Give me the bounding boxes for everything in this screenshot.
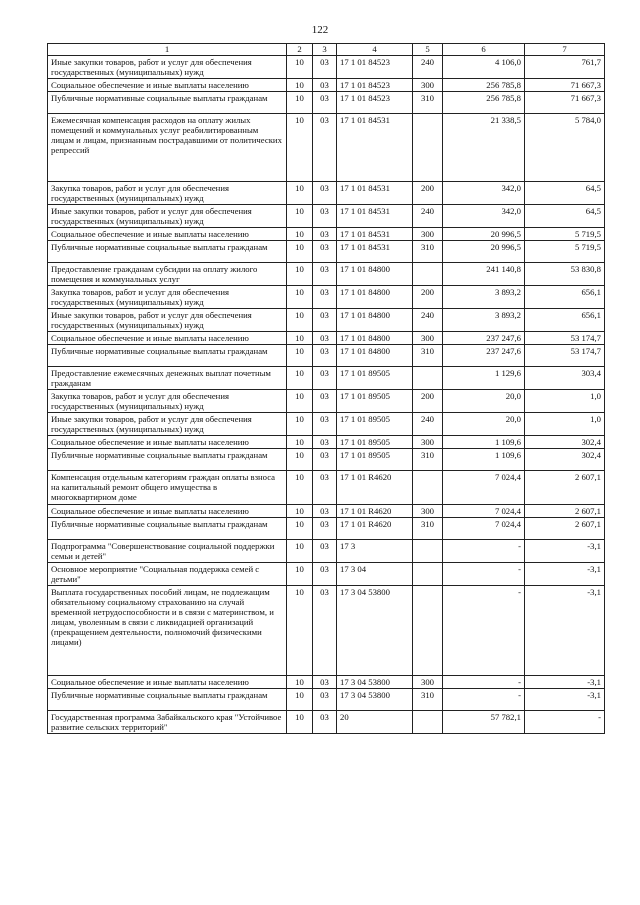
row-description: Компенсация отдельным категориям граждан оплаты взноса на капитальный ремонт общего имущества в многоквартирном доме	[48, 471, 287, 505]
subsection-code: 03	[313, 449, 337, 471]
table-row	[48, 505, 605, 518]
amount-col7: 302,4	[525, 436, 605, 449]
section-code: 10	[287, 228, 313, 241]
row-description: Подпрограмма "Совершенствование социальной поддержки семьи и детей"	[48, 540, 287, 563]
expense-type-code: 310	[413, 518, 443, 540]
target-article-code: 17 1 01 84800	[337, 286, 413, 309]
column-header: 3	[313, 44, 337, 56]
row-description: Иные закупки товаров, работ и услуг для обеспечения государственных (муниципальных) нужд	[48, 56, 287, 79]
amount-col6: 237 247,6	[443, 332, 525, 345]
expense-type-code: 300	[413, 676, 443, 689]
expense-type-code: 310	[413, 449, 443, 471]
table-row	[48, 563, 605, 586]
table-row	[48, 586, 605, 676]
column-header: 1	[48, 44, 287, 56]
table-row	[48, 345, 605, 367]
table-row	[48, 205, 605, 228]
amount-col6: 20 996,5	[443, 228, 525, 241]
amount-col6: 4 106,0	[443, 56, 525, 79]
row-description: Иные закупки товаров, работ и услуг для обеспечения государственных (муниципальных) нужд	[48, 309, 287, 332]
amount-col7: 71 667,3	[525, 92, 605, 114]
table-row	[48, 676, 605, 689]
row-description: Предоставление гражданам субсидии на оплату жилого помещения и коммунальных услуг	[48, 263, 287, 286]
target-article-code: 17 1 01 84800	[337, 309, 413, 332]
amount-col6: 1 129,6	[443, 367, 525, 390]
amount-col6: 342,0	[443, 182, 525, 205]
amount-col6: -	[443, 540, 525, 563]
subsection-code: 03	[313, 676, 337, 689]
expense-type-code: 300	[413, 505, 443, 518]
amount-col6: 20,0	[443, 390, 525, 413]
amount-col7: 5 784,0	[525, 114, 605, 182]
amount-col6: 20 996,5	[443, 241, 525, 263]
section-code: 10	[287, 367, 313, 390]
amount-col6: 7 024,4	[443, 471, 525, 505]
table-row	[48, 390, 605, 413]
amount-col6: 241 140,8	[443, 263, 525, 286]
subsection-code: 03	[313, 228, 337, 241]
subsection-code: 03	[313, 367, 337, 390]
target-article-code: 17 1 01 89505	[337, 390, 413, 413]
column-header: 5	[413, 44, 443, 56]
target-article-code: 17 3 04 53800	[337, 689, 413, 711]
amount-col7: 64,5	[525, 182, 605, 205]
section-code: 10	[287, 563, 313, 586]
table-row	[48, 286, 605, 309]
expense-type-code: 240	[413, 413, 443, 436]
amount-col6: 7 024,4	[443, 518, 525, 540]
row-description: Социальное обеспечение и иные выплаты населению	[48, 676, 287, 689]
target-article-code: 17 1 01 89505	[337, 413, 413, 436]
row-description: Основное мероприятие "Социальная поддержка семей с детьми"	[48, 563, 287, 586]
subsection-code: 03	[313, 390, 337, 413]
expense-type-code	[413, 471, 443, 505]
target-article-code: 17 1 01 84800	[337, 345, 413, 367]
subsection-code: 03	[313, 413, 337, 436]
section-code: 10	[287, 449, 313, 471]
expense-type-code	[413, 563, 443, 586]
table-row	[48, 471, 605, 505]
subsection-code: 03	[313, 345, 337, 367]
section-code: 10	[287, 345, 313, 367]
row-description: Социальное обеспечение и иные выплаты населению	[48, 505, 287, 518]
column-header: 2	[287, 44, 313, 56]
amount-col6: -	[443, 689, 525, 711]
amount-col7: -3,1	[525, 676, 605, 689]
section-code: 10	[287, 689, 313, 711]
target-article-code: 17 1 01 89505	[337, 367, 413, 390]
amount-col7: 1,0	[525, 413, 605, 436]
amount-col6: 1 109,6	[443, 449, 525, 471]
amount-col7: -3,1	[525, 689, 605, 711]
amount-col7: 761,7	[525, 56, 605, 79]
amount-col7: 64,5	[525, 205, 605, 228]
amount-col7: 303,4	[525, 367, 605, 390]
row-description: Социальное обеспечение и иные выплаты населению	[48, 228, 287, 241]
subsection-code: 03	[313, 436, 337, 449]
subsection-code: 03	[313, 205, 337, 228]
target-article-code: 17 1 01 R4620	[337, 518, 413, 540]
subsection-code: 03	[313, 711, 337, 734]
amount-col7: 5 719,5	[525, 228, 605, 241]
subsection-code: 03	[313, 263, 337, 286]
amount-col7: 656,1	[525, 309, 605, 332]
section-code: 10	[287, 263, 313, 286]
expense-type-code: 310	[413, 92, 443, 114]
section-code: 10	[287, 114, 313, 182]
section-code: 10	[287, 413, 313, 436]
subsection-code: 03	[313, 563, 337, 586]
expense-type-code: 200	[413, 182, 443, 205]
table-row	[48, 263, 605, 286]
table-row	[48, 92, 605, 114]
table-row	[48, 309, 605, 332]
target-article-code: 17 1 01 84523	[337, 79, 413, 92]
expense-type-code: 300	[413, 79, 443, 92]
table-row	[48, 182, 605, 205]
section-code: 10	[287, 471, 313, 505]
target-article-code: 17 1 01 84531	[337, 241, 413, 263]
table-row	[48, 436, 605, 449]
section-code: 10	[287, 241, 313, 263]
amount-col6: -	[443, 563, 525, 586]
section-code: 10	[287, 676, 313, 689]
target-article-code: 17 1 01 89505	[337, 449, 413, 471]
subsection-code: 03	[313, 505, 337, 518]
table-row	[48, 228, 605, 241]
expense-type-code	[413, 586, 443, 676]
page-number: 122	[311, 24, 329, 36]
table-row	[48, 56, 605, 79]
amount-col7: 1,0	[525, 390, 605, 413]
subsection-code: 03	[313, 309, 337, 332]
row-description: Иные закупки товаров, работ и услуг для обеспечения государственных (муниципальных) нужд	[48, 413, 287, 436]
row-description: Публичные нормативные социальные выплаты гражданам	[48, 449, 287, 471]
subsection-code: 03	[313, 540, 337, 563]
expense-type-code: 200	[413, 286, 443, 309]
amount-col7: 302,4	[525, 449, 605, 471]
subsection-code: 03	[313, 332, 337, 345]
amount-col6: -	[443, 676, 525, 689]
amount-col6: 57 782,1	[443, 711, 525, 734]
target-article-code: 17 3	[337, 540, 413, 563]
section-code: 10	[287, 518, 313, 540]
target-article-code: 17 1 01 84523	[337, 92, 413, 114]
amount-col7: 2 607,1	[525, 518, 605, 540]
expense-type-code: 300	[413, 228, 443, 241]
section-code: 10	[287, 56, 313, 79]
row-description: Публичные нормативные социальные выплаты гражданам	[48, 92, 287, 114]
row-description: Публичные нормативные социальные выплаты гражданам	[48, 518, 287, 540]
section-code: 10	[287, 309, 313, 332]
expense-type-code: 300	[413, 332, 443, 345]
target-article-code: 17 3 04	[337, 563, 413, 586]
target-article-code: 17 3 04 53800	[337, 586, 413, 676]
row-description: Публичные нормативные социальные выплаты гражданам	[48, 345, 287, 367]
subsection-code: 03	[313, 79, 337, 92]
row-description: Закупка товаров, работ и услуг для обеспечения государственных (муниципальных) нужд	[48, 390, 287, 413]
section-code: 10	[287, 92, 313, 114]
table-row	[48, 79, 605, 92]
amount-col7: -	[525, 711, 605, 734]
section-code: 10	[287, 390, 313, 413]
subsection-code: 03	[313, 518, 337, 540]
row-description: Социальное обеспечение и иные выплаты населению	[48, 332, 287, 345]
amount-col7: -3,1	[525, 563, 605, 586]
section-code: 10	[287, 436, 313, 449]
expense-type-code: 300	[413, 436, 443, 449]
target-article-code: 17 1 01 R4620	[337, 505, 413, 518]
subsection-code: 03	[313, 92, 337, 114]
subsection-code: 03	[313, 56, 337, 79]
section-code: 10	[287, 286, 313, 309]
expense-type-code: 310	[413, 345, 443, 367]
row-description: Публичные нормативные социальные выплаты гражданам	[48, 689, 287, 711]
amount-col6: 3 893,2	[443, 309, 525, 332]
subsection-code: 03	[313, 286, 337, 309]
amount-col6: 237 247,6	[443, 345, 525, 367]
target-article-code: 17 1 01 84531	[337, 114, 413, 182]
table-row	[48, 711, 605, 734]
target-article-code: 17 1 01 84800	[337, 332, 413, 345]
target-article-code: 17 1 01 84531	[337, 228, 413, 241]
row-description: Государственная программа Забайкальского края "Устойчивое развитие сельских территорий"	[48, 711, 287, 734]
expense-type-code	[413, 114, 443, 182]
amount-col6: 7 024,4	[443, 505, 525, 518]
expense-type-code: 200	[413, 390, 443, 413]
amount-col6: 256 785,8	[443, 79, 525, 92]
row-description: Выплата государственных пособий лицам, не подлежащим обязательному социальному страхованию на случай временной нетрудоспособности и в связи с материнством, и лицам, уволенным в связи с ликвидацией организаций (прекращением деятельности, полномочий физическими лицами)	[48, 586, 287, 676]
table-row	[48, 367, 605, 390]
target-article-code: 20	[337, 711, 413, 734]
amount-col7: 2 607,1	[525, 471, 605, 505]
section-code: 10	[287, 205, 313, 228]
row-description: Предоставление ежемесячных денежных выплат почетным гражданам	[48, 367, 287, 390]
expense-type-code: 240	[413, 309, 443, 332]
amount-col7: -3,1	[525, 540, 605, 563]
row-description: Социальное обеспечение и иные выплаты населению	[48, 79, 287, 92]
subsection-code: 03	[313, 689, 337, 711]
column-header: 7	[525, 44, 605, 56]
expense-type-code	[413, 367, 443, 390]
section-code: 10	[287, 182, 313, 205]
target-article-code: 17 1 01 84531	[337, 182, 413, 205]
target-article-code: 17 1 01 84800	[337, 263, 413, 286]
amount-col6: 1 109,6	[443, 436, 525, 449]
expense-type-code	[413, 263, 443, 286]
amount-col6: 342,0	[443, 205, 525, 228]
subsection-code: 03	[313, 114, 337, 182]
expense-type-code: 240	[413, 56, 443, 79]
section-code: 10	[287, 332, 313, 345]
expense-type-code	[413, 540, 443, 563]
amount-col7: -3,1	[525, 586, 605, 676]
target-article-code: 17 1 01 R4620	[337, 471, 413, 505]
table-row	[48, 540, 605, 563]
amount-col6: 20,0	[443, 413, 525, 436]
budget-table	[47, 43, 605, 734]
amount-col6: 21 338,5	[443, 114, 525, 182]
expense-type-code: 310	[413, 241, 443, 263]
row-description: Социальное обеспечение и иные выплаты населению	[48, 436, 287, 449]
section-code: 10	[287, 711, 313, 734]
table-row	[48, 241, 605, 263]
table-row	[48, 114, 605, 182]
subsection-code: 03	[313, 241, 337, 263]
subsection-code: 03	[313, 586, 337, 676]
target-article-code: 17 1 01 84523	[337, 56, 413, 79]
row-description: Иные закупки товаров, работ и услуг для обеспечения государственных (муниципальных) нужд	[48, 205, 287, 228]
amount-col7: 53 174,7	[525, 345, 605, 367]
amount-col7: 53 174,7	[525, 332, 605, 345]
table-header-row	[48, 44, 605, 56]
table-row	[48, 689, 605, 711]
expense-type-code: 310	[413, 689, 443, 711]
column-header: 4	[337, 44, 413, 56]
section-code: 10	[287, 505, 313, 518]
amount-col7: 71 667,3	[525, 79, 605, 92]
table-row	[48, 518, 605, 540]
amount-col7: 656,1	[525, 286, 605, 309]
expense-type-code: 240	[413, 205, 443, 228]
table-row	[48, 449, 605, 471]
subsection-code: 03	[313, 471, 337, 505]
target-article-code: 17 1 01 89505	[337, 436, 413, 449]
table-row	[48, 413, 605, 436]
expense-type-code	[413, 711, 443, 734]
subsection-code: 03	[313, 182, 337, 205]
amount-col7: 53 830,8	[525, 263, 605, 286]
table-row	[48, 332, 605, 345]
target-article-code: 17 1 01 84531	[337, 205, 413, 228]
amount-col6: 3 893,2	[443, 286, 525, 309]
section-code: 10	[287, 586, 313, 676]
column-header: 6	[443, 44, 525, 56]
amount-col6: -	[443, 586, 525, 676]
row-description: Закупка товаров, работ и услуг для обеспечения государственных (муниципальных) нужд	[48, 182, 287, 205]
row-description: Ежемесячная компенсация расходов на оплату жилых помещений и коммунальных услуг реабилитированным лицам и лицам, признанным пострадавшими от политических репрессий	[48, 114, 287, 182]
target-article-code: 17 3 04 53800	[337, 676, 413, 689]
section-code: 10	[287, 540, 313, 563]
amount-col6: 256 785,8	[443, 92, 525, 114]
section-code: 10	[287, 79, 313, 92]
row-description: Закупка товаров, работ и услуг для обеспечения государственных (муниципальных) нужд	[48, 286, 287, 309]
amount-col7: 2 607,1	[525, 505, 605, 518]
amount-col7: 5 719,5	[525, 241, 605, 263]
row-description: Публичные нормативные социальные выплаты гражданам	[48, 241, 287, 263]
